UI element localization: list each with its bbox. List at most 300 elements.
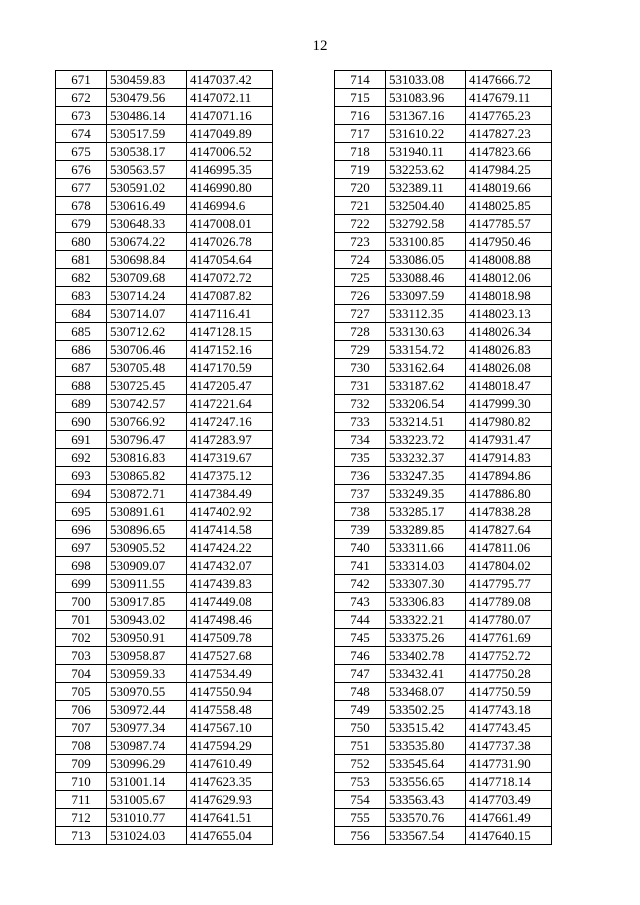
point-number-cell: 689	[56, 395, 107, 413]
x-coordinate-cell: 533285.17	[386, 503, 466, 521]
table-row	[56, 467, 273, 485]
x-coordinate-cell: 533314.03	[386, 557, 466, 575]
y-coordinate-cell: 4147827.64	[466, 521, 552, 539]
x-coordinate-cell: 533322.21	[386, 611, 466, 629]
y-coordinate-cell: 4147661.49	[466, 809, 552, 827]
x-coordinate-cell: 533223.72	[386, 431, 466, 449]
x-coordinate-cell: 530891.61	[107, 503, 187, 521]
x-coordinate-cell: 530517.59	[107, 125, 187, 143]
coordinates-table-right	[334, 70, 552, 845]
x-coordinate-cell: 533162.64	[386, 359, 466, 377]
y-coordinate-cell: 4147737.38	[466, 737, 552, 755]
table-row	[56, 827, 273, 845]
table-row	[56, 791, 273, 809]
y-coordinate-cell: 4147914.83	[466, 449, 552, 467]
y-coordinate-cell: 4147054.64	[187, 251, 273, 269]
point-number-cell: 699	[56, 575, 107, 593]
point-number-cell: 739	[335, 521, 386, 539]
x-coordinate-cell: 530909.07	[107, 557, 187, 575]
table-body	[335, 71, 552, 845]
y-coordinate-cell: 4147375.12	[187, 467, 273, 485]
table-row	[56, 539, 273, 557]
y-coordinate-cell: 4147414.58	[187, 521, 273, 539]
point-number-cell: 714	[335, 71, 386, 89]
y-coordinate-cell: 4147527.68	[187, 647, 273, 665]
x-coordinate-cell: 533100.85	[386, 233, 466, 251]
x-coordinate-cell: 530709.68	[107, 269, 187, 287]
x-coordinate-cell: 533432.41	[386, 665, 466, 683]
y-coordinate-cell: 4147319.67	[187, 449, 273, 467]
x-coordinate-cell: 530648.33	[107, 215, 187, 233]
y-coordinate-cell: 4147823.66	[466, 143, 552, 161]
table-row	[56, 359, 273, 377]
x-coordinate-cell: 530896.65	[107, 521, 187, 539]
table-row	[335, 503, 552, 521]
point-number-cell: 723	[335, 233, 386, 251]
x-coordinate-cell: 530872.71	[107, 485, 187, 503]
point-number-cell: 744	[335, 611, 386, 629]
point-number-cell: 752	[335, 755, 386, 773]
table-row	[335, 377, 552, 395]
x-coordinate-cell: 531005.67	[107, 791, 187, 809]
table-row	[335, 215, 552, 233]
y-coordinate-cell: 4147804.02	[466, 557, 552, 575]
point-number-cell: 671	[56, 71, 107, 89]
y-coordinate-cell: 4147629.93	[187, 791, 273, 809]
table-row	[56, 719, 273, 737]
point-number-cell: 747	[335, 665, 386, 683]
point-number-cell: 704	[56, 665, 107, 683]
point-number-cell: 686	[56, 341, 107, 359]
point-number-cell: 684	[56, 305, 107, 323]
y-coordinate-cell: 4147743.18	[466, 701, 552, 719]
y-coordinate-cell: 4147980.82	[466, 413, 552, 431]
y-coordinate-cell: 4147439.83	[187, 575, 273, 593]
y-coordinate-cell: 4146995.35	[187, 161, 273, 179]
table-row	[56, 215, 273, 233]
point-number-cell: 732	[335, 395, 386, 413]
y-coordinate-cell: 4148023.13	[466, 305, 552, 323]
table-row	[56, 341, 273, 359]
table-row	[335, 107, 552, 125]
x-coordinate-cell: 530591.02	[107, 179, 187, 197]
table-row	[335, 737, 552, 755]
x-coordinate-cell: 530905.52	[107, 539, 187, 557]
x-coordinate-cell: 530865.82	[107, 467, 187, 485]
x-coordinate-cell: 533086.05	[386, 251, 466, 269]
x-coordinate-cell: 530616.49	[107, 197, 187, 215]
table-row	[335, 269, 552, 287]
table-row	[56, 179, 273, 197]
x-coordinate-cell: 530766.92	[107, 413, 187, 431]
point-number-cell: 691	[56, 431, 107, 449]
table-row	[335, 827, 552, 845]
x-coordinate-cell: 530970.55	[107, 683, 187, 701]
table-row	[335, 701, 552, 719]
x-coordinate-cell: 533311.66	[386, 539, 466, 557]
x-coordinate-cell: 530674.22	[107, 233, 187, 251]
y-coordinate-cell: 4147827.23	[466, 125, 552, 143]
table-row	[56, 449, 273, 467]
point-number-cell: 688	[56, 377, 107, 395]
point-number-cell: 681	[56, 251, 107, 269]
y-coordinate-cell: 4147703.49	[466, 791, 552, 809]
y-coordinate-cell: 4147558.48	[187, 701, 273, 719]
y-coordinate-cell: 4147999.30	[466, 395, 552, 413]
table-row	[56, 233, 273, 251]
point-number-cell: 697	[56, 539, 107, 557]
y-coordinate-cell: 4147432.07	[187, 557, 273, 575]
x-coordinate-cell: 530911.55	[107, 575, 187, 593]
table-row	[56, 809, 273, 827]
point-number-cell: 737	[335, 485, 386, 503]
table-row	[56, 665, 273, 683]
table-row	[56, 413, 273, 431]
y-coordinate-cell: 4147594.29	[187, 737, 273, 755]
point-number-cell: 721	[335, 197, 386, 215]
table-row	[335, 593, 552, 611]
point-number-cell: 694	[56, 485, 107, 503]
y-coordinate-cell: 4147072.11	[187, 89, 273, 107]
y-coordinate-cell: 4147071.16	[187, 107, 273, 125]
point-number-cell: 719	[335, 161, 386, 179]
point-number-cell: 702	[56, 629, 107, 647]
table-row	[335, 287, 552, 305]
point-number-cell: 753	[335, 773, 386, 791]
point-number-cell: 742	[335, 575, 386, 593]
y-coordinate-cell: 4147950.46	[466, 233, 552, 251]
x-coordinate-cell: 531083.96	[386, 89, 466, 107]
point-number-cell: 698	[56, 557, 107, 575]
table-row	[335, 629, 552, 647]
point-number-cell: 712	[56, 809, 107, 827]
table-row	[335, 431, 552, 449]
table-row	[335, 359, 552, 377]
table-row	[335, 233, 552, 251]
point-number-cell: 693	[56, 467, 107, 485]
page-number: 12	[312, 38, 328, 54]
point-number-cell: 701	[56, 611, 107, 629]
x-coordinate-cell: 530959.33	[107, 665, 187, 683]
point-number-cell: 748	[335, 683, 386, 701]
table-row	[56, 575, 273, 593]
y-coordinate-cell: 4147984.25	[466, 161, 552, 179]
x-coordinate-cell: 533545.64	[386, 755, 466, 773]
y-coordinate-cell: 4148026.83	[466, 341, 552, 359]
point-number-cell: 685	[56, 323, 107, 341]
y-coordinate-cell: 4147498.46	[187, 611, 273, 629]
x-coordinate-cell: 530698.84	[107, 251, 187, 269]
table-row	[335, 143, 552, 161]
y-coordinate-cell: 4147550.94	[187, 683, 273, 701]
point-number-cell: 705	[56, 683, 107, 701]
x-coordinate-cell: 533570.76	[386, 809, 466, 827]
point-number-cell: 734	[335, 431, 386, 449]
x-coordinate-cell: 533535.80	[386, 737, 466, 755]
point-number-cell: 674	[56, 125, 107, 143]
table-row	[56, 737, 273, 755]
point-number-cell: 726	[335, 287, 386, 305]
y-coordinate-cell: 4147283.97	[187, 431, 273, 449]
point-number-cell: 736	[335, 467, 386, 485]
point-number-cell: 729	[335, 341, 386, 359]
point-number-cell: 755	[335, 809, 386, 827]
point-number-cell: 751	[335, 737, 386, 755]
table-row	[335, 485, 552, 503]
y-coordinate-cell: 4147765.23	[466, 107, 552, 125]
y-coordinate-cell: 4147640.15	[466, 827, 552, 845]
y-coordinate-cell: 4147679.11	[466, 89, 552, 107]
table-row	[56, 629, 273, 647]
point-number-cell: 716	[335, 107, 386, 125]
point-number-cell: 718	[335, 143, 386, 161]
x-coordinate-cell: 533307.30	[386, 575, 466, 593]
point-number-cell: 717	[335, 125, 386, 143]
x-coordinate-cell: 530742.57	[107, 395, 187, 413]
x-coordinate-cell: 531940.11	[386, 143, 466, 161]
x-coordinate-cell: 531033.08	[386, 71, 466, 89]
point-number-cell: 741	[335, 557, 386, 575]
point-number-cell: 722	[335, 215, 386, 233]
y-coordinate-cell: 4147008.01	[187, 215, 273, 233]
x-coordinate-cell: 533187.62	[386, 377, 466, 395]
y-coordinate-cell: 4148012.06	[466, 269, 552, 287]
x-coordinate-cell: 533515.42	[386, 719, 466, 737]
x-coordinate-cell: 530712.62	[107, 323, 187, 341]
point-number-cell: 676	[56, 161, 107, 179]
y-coordinate-cell: 4148019.66	[466, 179, 552, 197]
y-coordinate-cell: 4147402.92	[187, 503, 273, 521]
table-body	[56, 71, 273, 845]
point-number-cell: 706	[56, 701, 107, 719]
table-row	[335, 125, 552, 143]
x-coordinate-cell: 530796.47	[107, 431, 187, 449]
table-row	[335, 413, 552, 431]
point-number-cell: 731	[335, 377, 386, 395]
point-number-cell: 740	[335, 539, 386, 557]
table-row	[56, 89, 273, 107]
point-number-cell: 682	[56, 269, 107, 287]
y-coordinate-cell: 4147780.07	[466, 611, 552, 629]
point-number-cell: 728	[335, 323, 386, 341]
table-row	[335, 683, 552, 701]
y-coordinate-cell: 4147641.51	[187, 809, 273, 827]
x-coordinate-cell: 530725.45	[107, 377, 187, 395]
table-row	[56, 269, 273, 287]
x-coordinate-cell: 533563.43	[386, 791, 466, 809]
y-coordinate-cell: 4147789.08	[466, 593, 552, 611]
table-row	[335, 323, 552, 341]
y-coordinate-cell: 4147785.57	[466, 215, 552, 233]
x-coordinate-cell: 533567.54	[386, 827, 466, 845]
table-row	[335, 467, 552, 485]
y-coordinate-cell: 4147811.06	[466, 539, 552, 557]
table-row	[56, 251, 273, 269]
y-coordinate-cell: 4147424.22	[187, 539, 273, 557]
table-row	[56, 125, 273, 143]
point-number-cell: 707	[56, 719, 107, 737]
y-coordinate-cell: 4147743.45	[466, 719, 552, 737]
table-row	[56, 377, 273, 395]
point-number-cell: 745	[335, 629, 386, 647]
table-row	[335, 251, 552, 269]
y-coordinate-cell: 4147221.64	[187, 395, 273, 413]
x-coordinate-cell: 533214.51	[386, 413, 466, 431]
table-row	[335, 395, 552, 413]
point-number-cell: 672	[56, 89, 107, 107]
point-number-cell: 695	[56, 503, 107, 521]
x-coordinate-cell: 530958.87	[107, 647, 187, 665]
x-coordinate-cell: 532253.62	[386, 161, 466, 179]
table-row	[335, 719, 552, 737]
x-coordinate-cell: 533154.72	[386, 341, 466, 359]
y-coordinate-cell: 4148026.34	[466, 323, 552, 341]
y-coordinate-cell: 4147170.59	[187, 359, 273, 377]
point-number-cell: 711	[56, 791, 107, 809]
table-row	[56, 647, 273, 665]
table-row	[56, 755, 273, 773]
table-row	[56, 431, 273, 449]
table-row	[56, 71, 273, 89]
table-row	[56, 395, 273, 413]
point-number-cell: 738	[335, 503, 386, 521]
y-coordinate-cell: 4148018.98	[466, 287, 552, 305]
table-row	[335, 341, 552, 359]
y-coordinate-cell: 4148025.85	[466, 197, 552, 215]
table-row	[56, 197, 273, 215]
x-coordinate-cell: 530706.46	[107, 341, 187, 359]
x-coordinate-cell: 532389.11	[386, 179, 466, 197]
y-coordinate-cell: 4147750.59	[466, 683, 552, 701]
y-coordinate-cell: 4147449.08	[187, 593, 273, 611]
y-coordinate-cell: 4147384.49	[187, 485, 273, 503]
y-coordinate-cell: 4147931.47	[466, 431, 552, 449]
x-coordinate-cell: 533130.63	[386, 323, 466, 341]
x-coordinate-cell: 530538.17	[107, 143, 187, 161]
table-row	[335, 647, 552, 665]
table-row	[335, 197, 552, 215]
point-number-cell: 680	[56, 233, 107, 251]
point-number-cell: 696	[56, 521, 107, 539]
y-coordinate-cell: 4146994.6	[187, 197, 273, 215]
table-row	[335, 521, 552, 539]
x-coordinate-cell: 530977.34	[107, 719, 187, 737]
y-coordinate-cell: 4147752.72	[466, 647, 552, 665]
x-coordinate-cell: 533289.85	[386, 521, 466, 539]
table-row	[335, 449, 552, 467]
y-coordinate-cell: 4147205.47	[187, 377, 273, 395]
point-number-cell: 677	[56, 179, 107, 197]
table-row	[56, 287, 273, 305]
y-coordinate-cell: 4147072.72	[187, 269, 273, 287]
point-number-cell: 735	[335, 449, 386, 467]
table-row	[56, 701, 273, 719]
x-coordinate-cell: 533502.25	[386, 701, 466, 719]
table-row	[335, 179, 552, 197]
table-row	[56, 773, 273, 791]
point-number-cell: 678	[56, 197, 107, 215]
y-coordinate-cell: 4147087.82	[187, 287, 273, 305]
x-coordinate-cell: 533097.59	[386, 287, 466, 305]
x-coordinate-cell: 532792.58	[386, 215, 466, 233]
y-coordinate-cell: 4147534.49	[187, 665, 273, 683]
table-row	[56, 143, 273, 161]
y-coordinate-cell: 4147718.14	[466, 773, 552, 791]
y-coordinate-cell: 4147838.28	[466, 503, 552, 521]
y-coordinate-cell: 4147049.89	[187, 125, 273, 143]
x-coordinate-cell: 531367.16	[386, 107, 466, 125]
x-coordinate-cell: 530816.83	[107, 449, 187, 467]
point-number-cell: 692	[56, 449, 107, 467]
table-row	[56, 305, 273, 323]
table-row	[335, 611, 552, 629]
x-coordinate-cell: 533375.26	[386, 629, 466, 647]
y-coordinate-cell: 4147247.16	[187, 413, 273, 431]
x-coordinate-cell: 531010.77	[107, 809, 187, 827]
point-number-cell: 710	[56, 773, 107, 791]
x-coordinate-cell: 532504.40	[386, 197, 466, 215]
table-row	[335, 161, 552, 179]
y-coordinate-cell: 4147509.78	[187, 629, 273, 647]
x-coordinate-cell: 530987.74	[107, 737, 187, 755]
table-row	[56, 593, 273, 611]
x-coordinate-cell: 533402.78	[386, 647, 466, 665]
table-row	[335, 755, 552, 773]
point-number-cell: 743	[335, 593, 386, 611]
y-coordinate-cell: 4147567.10	[187, 719, 273, 737]
table-row	[335, 809, 552, 827]
table-row	[56, 683, 273, 701]
table-row	[335, 305, 552, 323]
x-coordinate-cell: 533249.35	[386, 485, 466, 503]
point-number-cell: 690	[56, 413, 107, 431]
x-coordinate-cell: 531001.14	[107, 773, 187, 791]
point-number-cell: 708	[56, 737, 107, 755]
table-row	[335, 557, 552, 575]
x-coordinate-cell: 530705.48	[107, 359, 187, 377]
table-row	[56, 521, 273, 539]
table-row	[56, 107, 273, 125]
x-coordinate-cell: 533306.83	[386, 593, 466, 611]
point-number-cell: 715	[335, 89, 386, 107]
point-number-cell: 746	[335, 647, 386, 665]
y-coordinate-cell: 4147026.78	[187, 233, 273, 251]
table-row	[335, 89, 552, 107]
x-coordinate-cell: 530459.83	[107, 71, 187, 89]
y-coordinate-cell: 4146990.80	[187, 179, 273, 197]
x-coordinate-cell: 531610.22	[386, 125, 466, 143]
point-number-cell: 703	[56, 647, 107, 665]
point-number-cell: 724	[335, 251, 386, 269]
x-coordinate-cell: 533556.65	[386, 773, 466, 791]
x-coordinate-cell: 533232.37	[386, 449, 466, 467]
point-number-cell: 679	[56, 215, 107, 233]
x-coordinate-cell: 530714.07	[107, 305, 187, 323]
y-coordinate-cell: 4147894.86	[466, 467, 552, 485]
table-row	[335, 539, 552, 557]
point-number-cell: 750	[335, 719, 386, 737]
point-number-cell: 754	[335, 791, 386, 809]
table-row	[56, 611, 273, 629]
table-row	[56, 323, 273, 341]
x-coordinate-cell: 530917.85	[107, 593, 187, 611]
x-coordinate-cell: 533088.46	[386, 269, 466, 287]
table-row	[335, 665, 552, 683]
y-coordinate-cell: 4147655.04	[187, 827, 273, 845]
point-number-cell: 749	[335, 701, 386, 719]
y-coordinate-cell: 4147006.52	[187, 143, 273, 161]
x-coordinate-cell: 530943.02	[107, 611, 187, 629]
